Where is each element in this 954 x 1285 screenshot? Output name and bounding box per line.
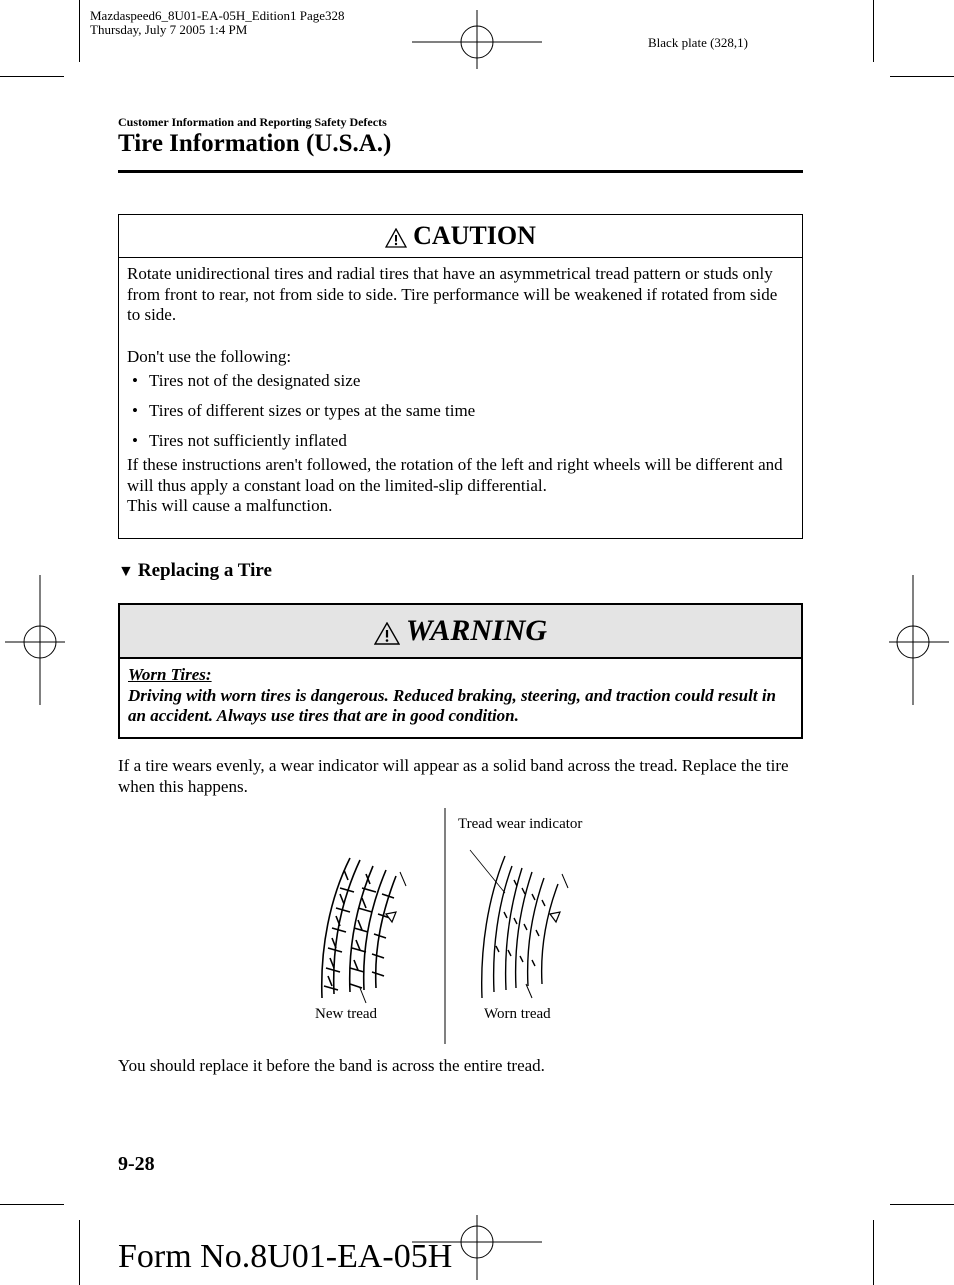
registration-mark-right [884, 575, 954, 705]
crop-mark [873, 0, 874, 62]
caution-consequence: If these instructions aren't followed, the rotation of the left and right wheels will be different and will thus apply a constant load on the limited-slip differential. [127, 455, 783, 495]
print-datetime: Thursday, July 7 2005 1:4 PM [90, 22, 248, 37]
caution-intro: Don't use the following: [127, 346, 292, 366]
caution-box [118, 214, 803, 539]
warning-label: WARNING [405, 614, 548, 647]
registration-mark-top [412, 5, 542, 75]
warning-topic: Worn Tires: [128, 665, 212, 684]
crop-mark [890, 76, 954, 77]
caution-label: CAUTION [413, 221, 536, 250]
page-title: Tire Information (U.S.A.) [118, 130, 392, 157]
subheading-label: Replacing a Tire [137, 560, 272, 581]
crop-mark [79, 0, 80, 62]
new-tread-label: New tread [315, 1006, 378, 1022]
list-item: • Tires of different sizes or types at the same time [132, 401, 476, 420]
new-tread-icon [322, 858, 396, 998]
caution-body [119, 258, 802, 523]
plate-label: Black plate (328,1) [648, 35, 748, 50]
section-label: Customer Information and Reporting Safety Defects [118, 115, 387, 129]
caution-list [127, 366, 794, 456]
worn-tread-label: Worn tread [484, 1006, 551, 1022]
form-number: Form No.8U01-EA-05H [118, 1238, 453, 1275]
warning-box [118, 603, 803, 739]
page-number: 9-28 [118, 1153, 155, 1175]
caution-paragraph: Rotate unidirectional tires and radial tires that have an asymmetrical tread pattern or studs only from front to rear, not from side to side. Tire performance will be weakened if rotated from side to side. [127, 264, 778, 324]
list-item: • Tires not sufficiently inflated [132, 431, 347, 450]
triangle-down-icon: ▼ [118, 563, 134, 580]
tread-wear-indicator-label: Tread wear indicator [458, 816, 583, 832]
list-item: • Tires not of the designated size [132, 371, 361, 390]
body-paragraph: If a tire wears evenly, a wear indicator will appear as a solid band across the tread. Replace the tire when this happens. [118, 756, 789, 796]
crop-mark [873, 1220, 874, 1285]
warning-triangle-icon [374, 622, 400, 645]
crop-mark [890, 1204, 954, 1205]
crop-mark [0, 1204, 64, 1205]
caution-heading [119, 215, 802, 258]
subheading [118, 560, 272, 582]
warning-text: Driving with worn tires is dangerous. Reduced braking, steering, and traction could result in an accident. Always use tires that are in good condition. [128, 685, 777, 725]
crop-mark [0, 76, 64, 77]
crop-mark [79, 1220, 80, 1285]
worn-tread-icon [482, 856, 558, 998]
title-rule [118, 170, 803, 173]
warning-heading [120, 605, 801, 659]
warning-triangle-icon [385, 228, 407, 248]
closing-paragraph: You should replace it before the band is across the entire tread. [118, 1056, 545, 1075]
registration-mark-left [0, 575, 70, 705]
caution-result: This will cause a malfunction. [127, 496, 333, 515]
warning-body [120, 659, 801, 733]
print-filename: Mazdaspeed6_8U01-EA-05H_Edition1 Page328 [90, 8, 345, 23]
